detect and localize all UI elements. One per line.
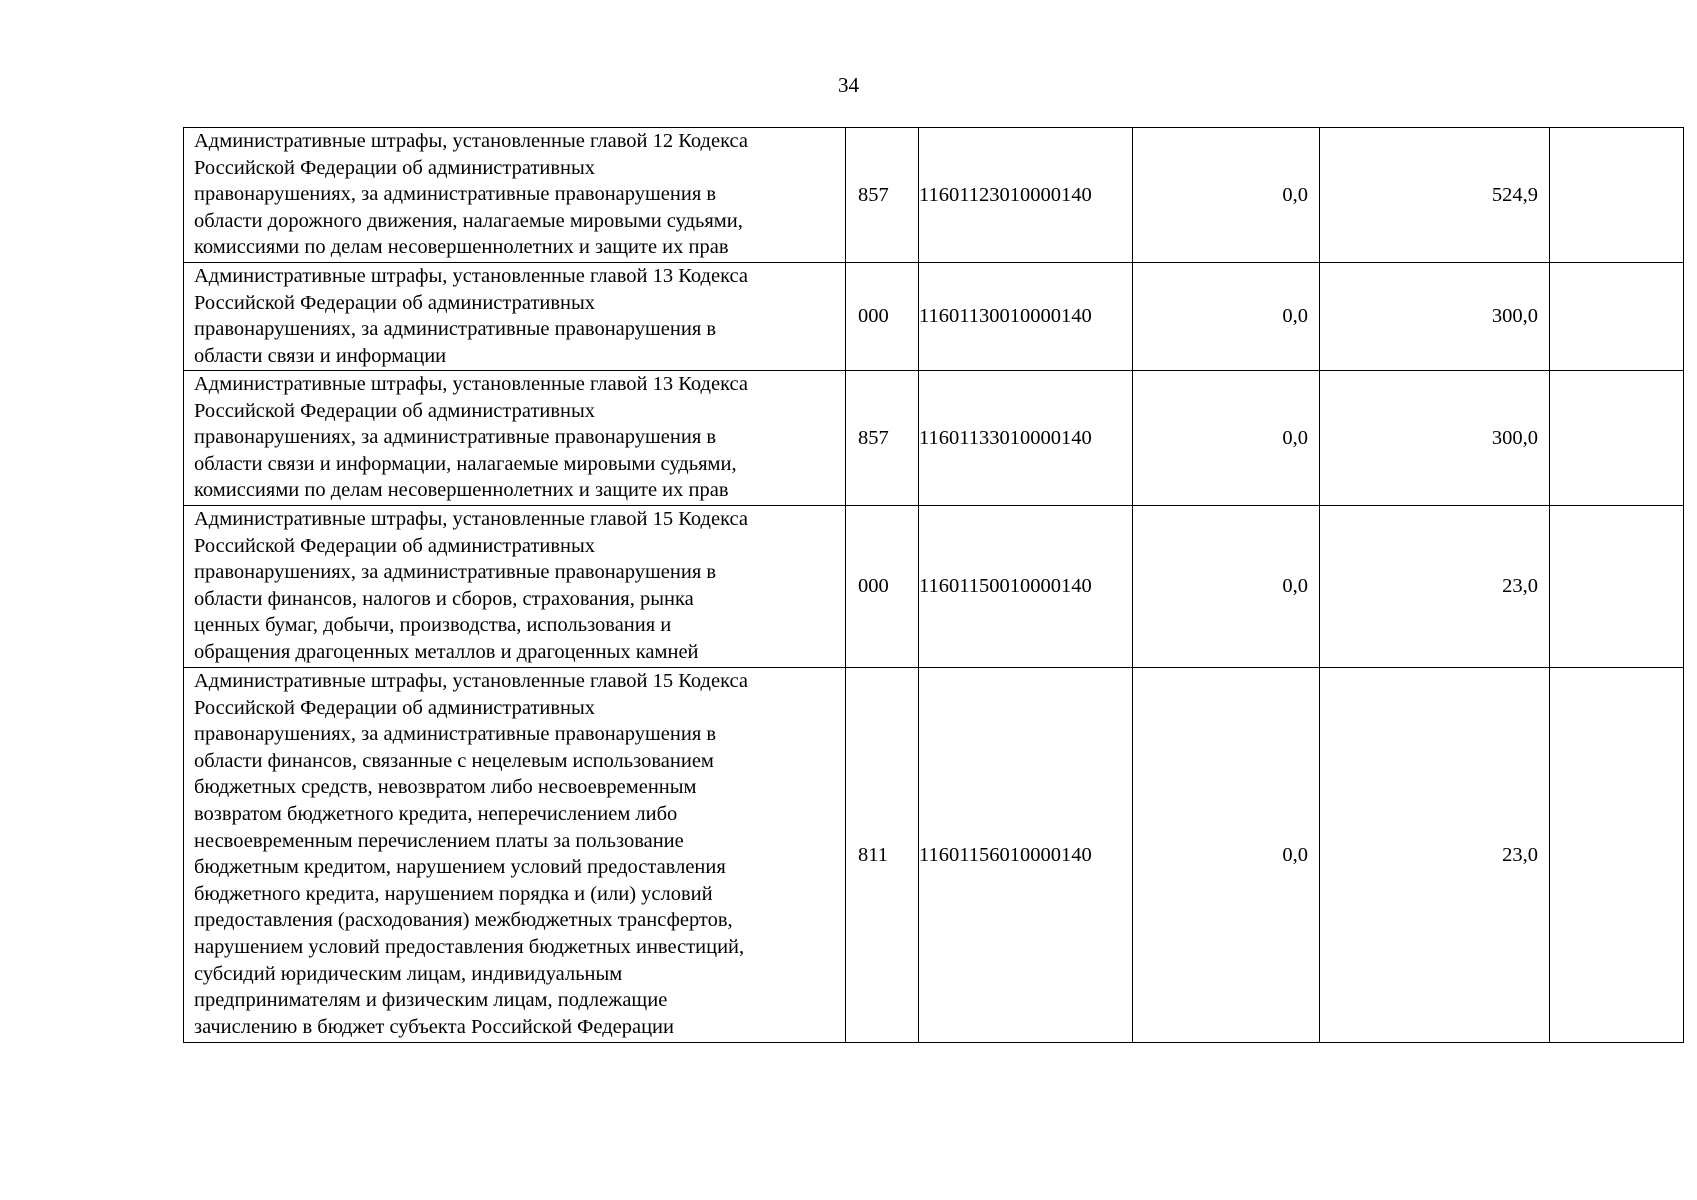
- row-value-3: [1550, 506, 1684, 668]
- page-number: 34: [838, 73, 859, 97]
- table-row: [184, 128, 1684, 263]
- row-name: Административные штрафы, установленные главой 13 Кодекса Российской Федерации об административных правонарушениях, за административные правонарушения в области связи и информации, налагаемые мировыми судьями, комиссиями по делам несовершеннолетних и защите их прав: [184, 371, 846, 506]
- row-name: Административные штрафы, установленные главой 12 Кодекса Российской Федерации об административных правонарушениях, за административные правонарушения в области дорожного движения, налагаемые мировыми судьями, комиссиями по делам несовершеннолетних и защите их прав: [184, 128, 846, 263]
- row-value-2: 23,0: [1320, 506, 1550, 668]
- row-value-1: 0,0: [1133, 128, 1320, 263]
- row-value-2: 524,9: [1320, 128, 1550, 263]
- row-value-1: 0,0: [1133, 263, 1320, 371]
- row-admin-code: 000: [846, 263, 919, 371]
- row-value-1: 0,0: [1133, 506, 1320, 668]
- table-row: [184, 668, 1684, 1043]
- row-budget-code: 11601130010000140: [919, 263, 1133, 371]
- row-budget-code: 11601133010000140: [919, 371, 1133, 506]
- row-admin-code: 857: [846, 371, 919, 506]
- table-row: [184, 506, 1684, 668]
- row-value-1: 0,0: [1133, 668, 1320, 1043]
- row-admin-code: 811: [846, 668, 919, 1043]
- row-budget-code: 11601150010000140: [919, 506, 1133, 668]
- table-row: [184, 263, 1684, 371]
- row-name: Административные штрафы, установленные главой 15 Кодекса Российской Федерации об административных правонарушениях, за административные правонарушения в области финансов, связанные с нецелевым использованием бюджетных средств, невозвратом либо несвоевременным возвратом бюджетного кредита, неперечислением либо несвоевременным перечислением платы за пользование бюджетным кредитом, нарушением условий предоставления бюджетного кредита, нарушением порядка и (или) условий предоставления (расходования) межбюджетных трансфертов, нарушением условий предоставления бюджетных инвестиций, субсидий юридическим лицам, индивидуальным предпринимателям и физическим лицам, подлежащие зачислению в бюджет субъекта Российской Федерации: [184, 668, 846, 1043]
- row-admin-code: 857: [846, 128, 919, 263]
- row-name: Административные штрафы, установленные главой 15 Кодекса Российской Федерации об административных правонарушениях, за административные правонарушения в области финансов, налогов и сборов, страхования, рынка ценных бумаг, добычи, производства, использования и обращения драгоценных металлов и драгоценных камней: [184, 506, 846, 668]
- row-value-3: [1550, 128, 1684, 263]
- table-row: [184, 371, 1684, 506]
- row-value-1: 0,0: [1133, 371, 1320, 506]
- row-budget-code: 11601123010000140: [919, 128, 1133, 263]
- row-value-3: [1550, 263, 1684, 371]
- row-value-2: 23,0: [1320, 668, 1550, 1043]
- row-value-3: [1550, 371, 1684, 506]
- revenue-table: [183, 127, 1684, 1043]
- row-name: Административные штрафы, установленные главой 13 Кодекса Российской Федерации об административных правонарушениях, за административные правонарушения в области связи и информации: [184, 263, 846, 371]
- row-value-2: 300,0: [1320, 263, 1550, 371]
- row-value-3: [1550, 668, 1684, 1043]
- table-body: [184, 128, 1684, 1043]
- row-budget-code: 11601156010000140: [919, 668, 1133, 1043]
- row-admin-code: 000: [846, 506, 919, 668]
- row-value-2: 300,0: [1320, 371, 1550, 506]
